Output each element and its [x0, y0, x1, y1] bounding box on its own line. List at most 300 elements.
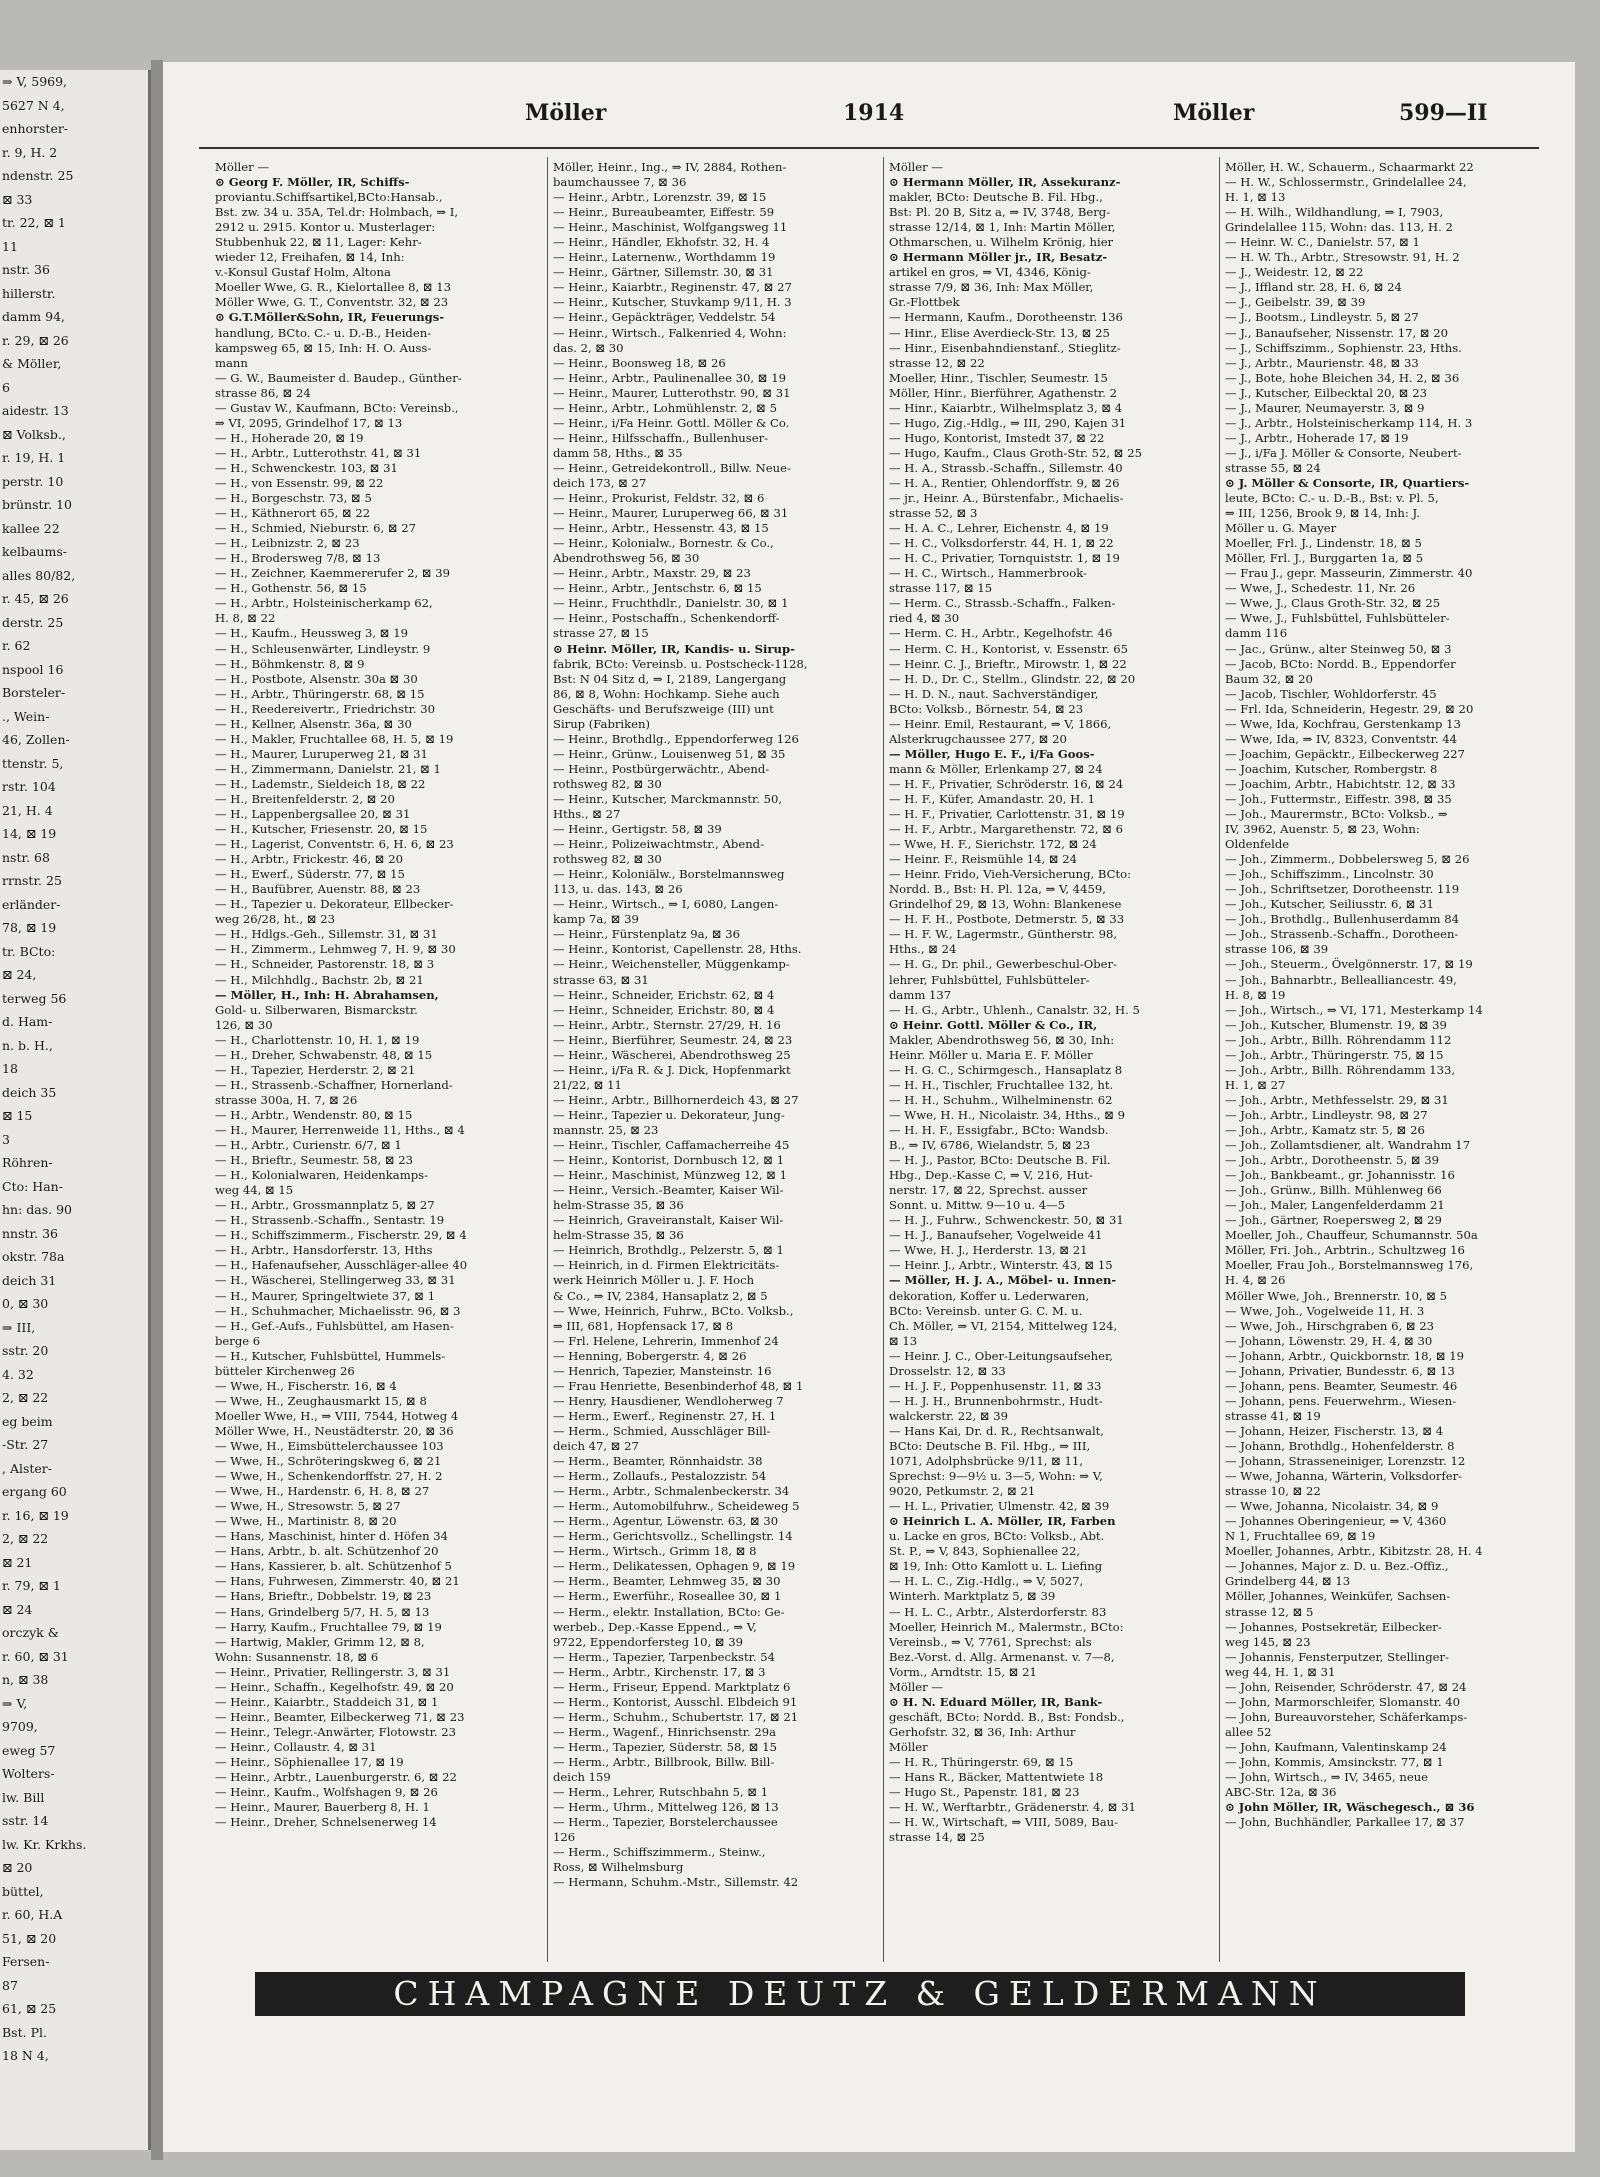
directory-entry: — Heinr., Postbürgerwächtr., Abend-	[553, 761, 770, 776]
directory-entry: — H., Schneider, Pastorenstr. 18, ⊠ 3	[215, 957, 435, 972]
left-page-fragment: okstr. 78a	[2, 1249, 65, 1264]
directory-entry: ⊙ H. N. Eduard Möller, IR, Bank-	[889, 1694, 1103, 1709]
directory-entry: & Co., ⇒ IV, 2384, Hansaplatz 2, ⊠ 5	[553, 1288, 768, 1303]
left-page-fragment: brünstr. 10	[2, 497, 72, 512]
directory-entry: Möller, Hinr., Bierführer, Agathenstr. 2	[889, 385, 1118, 400]
left-page-fragment: 61, ⊠ 25	[2, 2001, 57, 2016]
directory-entry: — Herm., Beamter, Lehmweg 35, ⊠ 30	[553, 1574, 781, 1589]
directory-entry: — Heinr., Privatier, Rellingerstr. 3, ⊠ 31	[215, 1664, 451, 1679]
left-page-fragment: tr. 22, ⊠ 1	[2, 215, 66, 230]
directory-entry: — H., Breitenfelderstr. 2, ⊠ 20	[215, 791, 395, 806]
directory-entry: — Heinr., Grünw., Louisenweg 51, ⊠ 35	[553, 746, 786, 761]
left-page-fragment: terweg 56	[2, 990, 67, 1006]
directory-entry: — H., Brodersweg 7/8, ⊠ 13	[215, 551, 381, 566]
directory-entry: Sirup (Fabriken)	[553, 716, 651, 731]
directory-entry: — Heinr., Maschinist, Münzweg 12, ⊠ 1	[553, 1168, 788, 1183]
directory-entry: — Heinr., Schneider, Erichstr. 62, ⊠ 4	[553, 987, 775, 1002]
directory-entry: — H., Arbtr., Frickestr. 46, ⊠ 20	[215, 852, 403, 867]
left-page-fragment: derstr. 25	[2, 614, 64, 630]
directory-entry: Möller	[889, 1739, 928, 1754]
directory-entry: — Heinr., Arbtr., Jentschstr. 6, ⊠ 15	[553, 581, 762, 596]
directory-entry: — Möller, H., Inh: H. Abrahamsen,	[215, 987, 439, 1002]
directory-entry: Ross, ⊠ Wilhelmsburg	[553, 1860, 684, 1875]
directory-entry: 126	[553, 1830, 576, 1845]
directory-entry: — Hugo, Kaufm., Claus Groth-Str. 52, ⊠ 25	[889, 445, 1142, 460]
directory-entry: — H. J., Fuhrw., Schwenckestr. 50, ⊠ 31	[889, 1213, 1124, 1228]
directory-entry: IV, 3962, Auenstr. 5, ⊠ 23, Wohn:	[1225, 822, 1420, 837]
directory-entry: — Joh., Futtermstr., Eiffestr. 398, ⊠ 35	[1225, 791, 1452, 806]
directory-entry: Oldenfelde	[1225, 837, 1290, 852]
directory-entry: — H. J. F., Poppenhusenstr. 11, ⊠ 33	[889, 1378, 1102, 1393]
directory-entry: — Heinr., Kaufm., Wolfshagen 9, ⊠ 26	[215, 1785, 438, 1800]
directory-entry: — Heinr., Kontorist, Dornbusch 12, ⊠ 1	[553, 1153, 785, 1168]
directory-entry: — Wwe, H. H., Nicolaistr. 34, Hths., ⊠ 9	[889, 1107, 1126, 1122]
directory-entry: — Heinr., Maurer, Bauerberg 8, H. 1	[215, 1800, 430, 1815]
directory-entry: Wohn: Susannenstr. 18, ⊠ 6	[215, 1649, 379, 1664]
directory-entry: — Frau Henriette, Besenbinderhof 48, ⊠ 1	[553, 1378, 804, 1393]
directory-entry: Möller, Heinr., Ing., ⇒ IV, 2884, Rothen-	[553, 160, 787, 174]
left-page-margin	[0, 70, 151, 2150]
directory-entry: Grindelberg 44, ⊠ 13	[1225, 1574, 1351, 1589]
directory-entry: — J., Iffland str. 28, H. 6, ⊠ 24	[1225, 280, 1402, 295]
left-page-fragment: r. 60, ⊠ 31	[2, 1648, 69, 1664]
directory-entry: Grindelhof 29, ⊠ 13, Wohn: Blankenese	[889, 897, 1122, 912]
left-page-fragment: r. 62	[2, 638, 31, 653]
directory-entry: — H., Makler, Fruchtallee 68, H. 5, ⊠ 19	[215, 731, 454, 746]
directory-entry: — G. W., Baumeister d. Baudep., Günther-	[215, 370, 462, 385]
left-page-fragment: -Str. 27	[2, 1437, 49, 1452]
directory-entry: — H. A., Strassb.-Schaffn., Sillemstr. 40	[889, 460, 1123, 475]
directory-entry: BCto: Volksb., Börnestr. 54, ⊠ 23	[889, 701, 1084, 716]
directory-entry: — H. G., Dr. phil., Gewerbeschul-Ober-	[889, 957, 1117, 972]
left-page-fragment: eweg 57	[2, 1742, 56, 1758]
directory-entry: — Frl. Helene, Lehrerin, Immenhof 24	[553, 1333, 779, 1348]
directory-column-2	[553, 160, 873, 1960]
directory-entry: — H., Lagerist, Conventstr. 6, H. 6, ⊠ 23	[215, 837, 454, 852]
directory-entry: — Joh., Gärtner, Roepersweg 2, ⊠ 29	[1225, 1213, 1442, 1228]
directory-entry: — Hinr., Eisenbahndienstanf., Stieglitz-	[889, 340, 1121, 355]
directory-entry: — Herm. C. H., Kontorist, v. Essenstr. 65	[889, 641, 1129, 656]
directory-entry: ⊙ Heinrich L. A. Möller, IR, Farben	[889, 1514, 1116, 1529]
directory-entry: — H. G., Arbtr., Uhlenh., Canalstr. 32, H. 5	[889, 1002, 1140, 1017]
directory-entry: — Heinr., Brothdlg., Eppendorferweg 126	[553, 731, 799, 746]
directory-entry: — Heinr. W. C., Danielstr. 57, ⊠ 1	[1225, 235, 1420, 250]
left-page-fragment: hn: das. 90	[2, 1202, 73, 1217]
directory-entry: — Johann, Heizer, Fischerstr. 13, ⊠ 4	[1225, 1423, 1444, 1438]
directory-entry: — Frl. Ida, Schneiderin, Hegestr. 29, ⊠ 20	[1225, 701, 1474, 716]
directory-entry: artikel en gros, ⇒ VI, 4346, König-	[889, 265, 1091, 280]
directory-entry: — H., Gothenstr. 56, ⊠ 15	[215, 581, 367, 596]
directory-entry: Othmarschen, u. Wilhelm Krönig, hier	[889, 235, 1114, 250]
directory-entry: — Heinr., Getreidekontroll., Billw. Neue-	[553, 460, 791, 475]
left-page-fragment: lw. Bill	[2, 1789, 45, 1805]
directory-entry: strasse 41, ⊠ 19	[1225, 1408, 1321, 1423]
left-page-fragment: Wolters-	[2, 1766, 55, 1781]
directory-entry: — H., Arbtr., Lutterothstr. 41, ⊠ 31	[215, 445, 422, 460]
directory-entry: — Jac., Grünw., alter Steinweg 50, ⊠ 3	[1225, 641, 1452, 656]
directory-entry: Gerhofstr. 32, ⊠ 36, Inh: Arthur	[889, 1724, 1076, 1739]
left-page-fragment: kallee 22	[2, 520, 60, 536]
directory-entry: — Wwe, Heinrich, Fuhrw., BCto. Volksb.,	[553, 1303, 794, 1318]
directory-entry: — Möller, H. J. A., Möbel- u. Innen-	[889, 1273, 1117, 1288]
directory-entry: damm 116	[1225, 626, 1288, 641]
left-page-fragment: Borsteler-	[2, 685, 66, 700]
directory-entry: ⊙ Hermann Möller, IR, Assekuranz-	[889, 175, 1121, 190]
directory-entry: das. 2, ⊠ 30	[553, 340, 624, 355]
directory-entry: — Heinr., Maurer, Lutterothstr. 90, ⊠ 31	[553, 385, 791, 400]
left-page-fragment: 18	[2, 1061, 18, 1076]
left-page-fragment: ⊠ 24	[2, 1601, 33, 1617]
directory-entry: Bez.-Vorst. d. Allg. Armenanst. v. 7—8,	[889, 1649, 1115, 1664]
directory-entry: — Herm., Schiffszimmerm., Steinw.,	[553, 1845, 766, 1860]
directory-entry: — H. Wilh., Wildhandlung, ⇒ I, 7903,	[1225, 205, 1444, 220]
directory-entry: — H., Arbtr., Hansdorferstr. 13, Hths	[215, 1243, 433, 1258]
directory-entry: — J., Schiffszimm., Sophienstr. 23, Hths.	[1225, 340, 1462, 355]
left-page-fragment: 87	[2, 1977, 18, 1993]
directory-entry: — Heinr., Arbtr., Billhornerdeich 43, ⊠ 27	[553, 1092, 799, 1107]
directory-entry: — Heinr., Arbtr., Lauenburgerstr. 6, ⊠ 22	[215, 1770, 457, 1785]
left-page-fragment: ⊠ 21	[2, 1554, 33, 1570]
directory-entry: — Herm., Schmied, Ausschläger Bill-	[553, 1423, 771, 1438]
directory-entry: — Heinr., Telegr.-Anwärter, Flotowstr. 23	[215, 1724, 456, 1739]
directory-entry: — Wwe, H. J., Herderstr. 13, ⊠ 21	[889, 1243, 1088, 1258]
directory-entry: — H., Ewerf., Süderstr. 77, ⊠ 15	[215, 867, 405, 882]
directory-entry: mann	[215, 355, 248, 370]
directory-entry: — H., Brieftr., Seumestr. 58, ⊠ 23	[215, 1153, 413, 1168]
left-page-fragment: 46, Zollen-	[2, 732, 70, 747]
directory-entry: — H. H., Tischler, Fruchtallee 132, ht.	[889, 1077, 1114, 1092]
directory-entry: Moeller, Frau Joh., Borstelmannsweg 176,	[1225, 1258, 1474, 1273]
left-page-fragment: ergang 60	[2, 1484, 67, 1499]
directory-entry: — Herm., Tapezier, Borstelerchaussee	[553, 1815, 778, 1830]
directory-entry: berge 6	[215, 1333, 261, 1348]
left-page-fragment: ttenstr. 5,	[2, 755, 64, 771]
directory-entry: — Heinr., Kontorist, Capellenstr. 28, Hths.	[553, 942, 802, 957]
directory-entry: — Herm., Kontorist, Ausschl. Elbdeich 91	[553, 1694, 798, 1709]
directory-entry: — H. L. C., Zig.-Hdlg., ⇒ V, 5027,	[889, 1574, 1084, 1589]
left-page-fragment: 78, ⊠ 19	[2, 920, 57, 935]
header-rule	[199, 147, 1539, 149]
directory-entry: Gold- u. Silberwaren, Bismarckstr.	[215, 1002, 418, 1017]
directory-entry: 126, ⊠ 30	[215, 1017, 273, 1032]
directory-entry: Möller —	[889, 1679, 943, 1694]
directory-entry: — H., Schuhmacher, Michaelisstr. 96, ⊠ 3	[215, 1303, 461, 1318]
left-page-fragment: rstr. 104	[2, 779, 56, 794]
directory-entry: — Wwe, Ida, ⇒ IV, 8323, Conventstr. 44	[1225, 731, 1458, 746]
left-page-fragment: 0, ⊠ 30	[2, 1296, 49, 1311]
directory-entry: — H., Arbtr., Holsteinischerkamp 62,	[215, 596, 433, 611]
directory-entry: ⊙ Georg F. Möller, IR, Schiffs-	[215, 175, 410, 190]
left-page-fragment: r. 29, ⊠ 26	[2, 332, 69, 348]
directory-entry: ⊙ J. Möller & Consorte, IR, Quartiers-	[1225, 475, 1470, 490]
left-page-fragment: r. 16, ⊠ 19	[2, 1507, 69, 1523]
left-page-fragment: büttel,	[2, 1883, 44, 1899]
directory-entry: — Heinr., Maurer, Luruperweg 66, ⊠ 31	[553, 506, 789, 521]
directory-entry: — Heinr., Schaffn., Kegelhofstr. 49, ⊠ 20	[215, 1679, 454, 1694]
directory-entry: — J., Weidestr. 12, ⊠ 22	[1225, 265, 1364, 280]
directory-entry: — Joachim, Gepäcktr., Eilbeckerweg 227	[1225, 746, 1465, 761]
directory-entry: — Wwe, J., Claus Groth-Str. 32, ⊠ 25	[1225, 596, 1441, 611]
directory-entry: H. 1, ⊠ 27	[1225, 1077, 1286, 1092]
directory-entry: Moeller, Hinr., Tischler, Seumestr. 15	[889, 370, 1108, 385]
directory-entry: walckerstr. 22, ⊠ 39	[889, 1408, 1008, 1423]
directory-entry: u. Lacke en gros, BCto: Volksb., Abt.	[889, 1529, 1105, 1544]
directory-entry: — Joh., Schriftsetzer, Dorotheenstr. 119	[1225, 882, 1460, 897]
directory-entry: — Heinr., Arbtr., Hessenstr. 43, ⊠ 15	[553, 521, 769, 536]
directory-entry: Drosselstr. 12, ⊠ 33	[889, 1363, 1006, 1378]
directory-entry: — H., Schwenckestr. 103, ⊠ 31	[215, 460, 398, 475]
directory-entry: — H. H., Schuhm., Wilhelminenstr. 62	[889, 1092, 1113, 1107]
directory-entry: Hbg., Dep.-Kasse C, ⇒ V, 216, Hut-	[889, 1168, 1093, 1183]
directory-entry: — H. W., Schlossermstr., Grindelallee 24,	[1225, 175, 1467, 190]
page-header	[163, 100, 1575, 140]
directory-entry: — jr., Heinr. A., Bürstenfabr., Michaelis-	[889, 491, 1124, 506]
left-page-fragment: 18 N 4,	[2, 2048, 49, 2063]
directory-entry: — Wwe, Joh., Vogelweide 11, H. 3	[1225, 1303, 1425, 1318]
directory-entry: 2912 u. 2915. Kontor u. Musterlager:	[215, 220, 436, 235]
directory-entry: dekoration, Koffer u. Lederwaren,	[889, 1288, 1090, 1303]
directory-entry: H. 8, ⊠ 22	[215, 611, 276, 626]
directory-entry: — Heinr., Postschaffn., Schenkendorff-	[553, 611, 780, 626]
directory-entry: — H., Hoherade 20, ⊠ 19	[215, 430, 364, 445]
directory-entry: strasse 55, ⊠ 24	[1225, 460, 1321, 475]
directory-entry: — Joh., Bankbeamt., gr. Johannisstr. 16	[1225, 1168, 1455, 1183]
left-page-fragment: ⇒ V,	[2, 1695, 28, 1711]
directory-entry: — H. J., Banaufseher, Vogelweide 41	[889, 1228, 1103, 1243]
directory-entry: — H., Zimmermann, Danielstr. 21, ⊠ 1	[215, 761, 441, 776]
directory-entry: ⊙ G.T.Möller&Sohn, IR, Feuerungs-	[215, 310, 445, 325]
directory-entry: — Hans Kai, Dr. d. R., Rechtsanwalt,	[889, 1423, 1104, 1438]
directory-entry: — Hinr., Elise Averdieck-Str. 13, ⊠ 25	[889, 325, 1110, 340]
directory-entry: lehrer, Fuhlsbüttel, Fuhlsbütteler-	[889, 972, 1090, 987]
directory-entry: — Joh., Maler, Langenfelderdamm 21	[1225, 1198, 1445, 1213]
directory-entry: — Heinr., Söphienallee 17, ⊠ 19	[215, 1754, 404, 1769]
left-page-fragment: ⇒ III,	[2, 1319, 36, 1335]
directory-entry: — H., Arbtr., Grossmannplatz 5, ⊠ 27	[215, 1198, 435, 1213]
directory-entry: werk Heinrich Möller u. J. F. Hoch	[553, 1273, 755, 1288]
left-page-fragment: r. 9, H. 2	[2, 144, 58, 160]
directory-entry: — Herm., Gerichtsvollz., Schellingstr. 14	[553, 1529, 793, 1544]
directory-entry: — H. L., Privatier, Ulmenstr. 42, ⊠ 39	[889, 1499, 1110, 1514]
left-page-fragment: damm 94,	[2, 309, 66, 324]
directory-entry: ried 4, ⊠ 30	[889, 611, 960, 626]
directory-entry: — H. R., Thüringerstr. 69, ⊠ 15	[889, 1754, 1074, 1769]
directory-entry: — Henry, Hausdiener, Wendloherweg 7	[553, 1393, 784, 1408]
directory-entry: B., ⇒ IV, 6786, Wielandstr. 5, ⊠ 23	[889, 1138, 1091, 1153]
directory-entry: — Herm. C., Strassb.-Schaffn., Falken-	[889, 596, 1116, 611]
directory-entry: — Heinr., Hilfsschaffn., Bullenhuser-	[553, 430, 769, 445]
directory-entry: — Heinr. Frido, Vieh-Versicherung, BCto:	[889, 867, 1132, 882]
directory-entry: strasse 300a, H. 7, ⊠ 26	[215, 1092, 358, 1107]
directory-entry: — Hartwig, Makler, Grimm 12, ⊠ 8,	[215, 1634, 425, 1649]
directory-entry: — Hans, Kassierer, b. alt. Schützenhof 5	[215, 1559, 452, 1574]
directory-entry: ABC-Str. 12a, ⊠ 36	[1225, 1785, 1337, 1800]
directory-entry: Möller —	[215, 160, 269, 174]
directory-entry: — Heinr. Emil, Restaurant, ⇒ V, 1866,	[889, 716, 1112, 731]
directory-entry: — Hinr., Kaiarbtr., Wilhelmsplatz 3, ⊠ 4	[889, 400, 1123, 415]
directory-entry: weg 44, H. 1, ⊠ 31	[1225, 1664, 1336, 1679]
directory-entry: Vereinsb., ⇒ V, 7761, Sprechst: als	[889, 1634, 1092, 1649]
directory-entry: — John, Marmorschleifer, Slomanstr. 40	[1225, 1694, 1461, 1709]
directory-entry: Bst: Pl. 20 B, Sitz a, ⇒ IV, 3748, Berg-	[889, 205, 1111, 220]
directory-entry: — Heinr. F., Reismühle 14, ⊠ 24	[889, 852, 1078, 867]
directory-entry: kampsweg 65, ⊠ 15, Inh: H. O. Auss-	[215, 340, 432, 355]
left-page-fragment: Bst. Pl.	[2, 2024, 47, 2040]
directory-entry: — Wwe, Ida, Kochfrau, Gerstenkamp 13	[1225, 716, 1461, 731]
directory-entry: mann & Möller, Erlenkamp 27, ⊠ 24	[889, 761, 1103, 776]
directory-entry: — Herm., Delikatessen, Ophagen 9, ⊠ 19	[553, 1559, 796, 1574]
directory-entry: — Gustav W., Kaufmann, BCto: Vereinsb.,	[215, 400, 459, 415]
directory-entry: — H., Maurer, Luruperweg 21, ⊠ 31	[215, 746, 428, 761]
directory-entry: — Johann, Brothdlg., Hohenfelderstr. 8	[1225, 1438, 1455, 1453]
directory-entry: — Herm., Wagenf., Hinrichsenstr. 29a	[553, 1724, 777, 1739]
directory-entry: — Heinrich, in d. Firmen Elektricitäts-	[553, 1258, 780, 1273]
directory-entry: Ch. Möller, ⇒ VI, 2154, Mittelweg 124,	[889, 1318, 1118, 1333]
directory-entry: — H., Kutscher, Fuhlsbüttel, Hummels-	[215, 1348, 446, 1363]
directory-entry: ⊙ Hermann Möller jr., IR, Besatz-	[889, 250, 1108, 265]
directory-entry: — J., Maurer, Neumayerstr. 3, ⊠ 9	[1225, 400, 1425, 415]
directory-entry: baumchaussee 7, ⊠ 36	[553, 175, 687, 190]
directory-entry: Moeller, Heinrich M., Malermstr., BCto:	[889, 1619, 1124, 1634]
directory-entry: — H. J., Pastor, BCto: Deutsche B. Fil.	[889, 1153, 1111, 1168]
directory-entry: — Herm., Arbtr., Kirchenstr. 17, ⊠ 3	[553, 1664, 766, 1679]
directory-entry: — Joh., Bahnarbtr., Bellealliancestr. 49,	[1225, 972, 1457, 987]
directory-entry: H. 4, ⊠ 26	[1225, 1273, 1286, 1288]
directory-entry: — H., Borgeschstr. 73, ⊠ 5	[215, 491, 372, 506]
directory-entry: — Heinr., Kutscher, Stuvkamp 9/11, H. 3	[553, 295, 792, 310]
directory-entry: — Heinr., Händler, Ekhofstr. 32, H. 4	[553, 235, 770, 250]
directory-entry: strasse 12, ⊠ 22	[889, 355, 985, 370]
directory-entry: Vorm., Arndtstr. 15, ⊠ 21	[889, 1664, 1037, 1679]
directory-entry: Grindelallee 115, Wohn: das. 113, H. 2	[1225, 220, 1453, 235]
directory-entry: — J., Bote, hohe Bleichen 34, H. 2, ⊠ 36	[1225, 370, 1460, 385]
left-page-fragment: Cto: Han-	[2, 1178, 63, 1194]
directory-entry: — Hans, Grindelberg 5/7, H. 5, ⊠ 13	[215, 1604, 430, 1619]
directory-entry: allee 52	[1225, 1724, 1272, 1739]
directory-entry: Moeller, Johannes, Arbtr., Kibitzstr. 28, H. 4	[1225, 1544, 1483, 1559]
directory-entry: — Herm., Beamter, Rönnhaidstr. 38	[553, 1454, 763, 1469]
left-page-fragment: ⊠ 15	[2, 1108, 33, 1123]
directory-entry: — Joh., Kutscher, Blumenstr. 19, ⊠ 39	[1225, 1017, 1447, 1032]
directory-entry: — H., Maurer, Springeltwiete 37, ⊠ 1	[215, 1288, 436, 1303]
directory-entry: BCto: Deutsche B. Fil. Hbg., ⇒ III,	[889, 1438, 1091, 1453]
directory-entry: — Heinr., Arbtr., Lorenzstr. 39, ⊠ 15	[553, 190, 767, 205]
advertisement-banner: CHAMPAGNE DEUTZ & GELDERMANN	[255, 1972, 1465, 2016]
left-page-fragment: & Möller,	[2, 356, 62, 371]
directory-entry: — Wwe, H., Schröteringskweg 6, ⊠ 21	[215, 1454, 442, 1469]
directory-entry: 9722, Eppendorfersteg 10, ⊠ 39	[553, 1634, 744, 1649]
directory-entry: — Heinr., Koloniälw., Borstelmannsweg	[553, 867, 785, 882]
left-page-fragment: r. 19, H. 1	[2, 450, 66, 465]
directory-entry: — Herm., Lehrer, Rutschbahn 5, ⊠ 1	[553, 1785, 769, 1800]
left-page-fragment: sstr. 20	[2, 1343, 49, 1358]
directory-entry: — Herm., Agentur, Löwenstr. 63, ⊠ 30	[553, 1514, 779, 1529]
directory-entry: ⊙ Heinr. Gottl. Möller & Co., IR,	[889, 1017, 1098, 1032]
directory-entry: strasse 12/14, ⊠ 1, Inh: Martin Möller,	[889, 220, 1116, 235]
directory-entry: — Heinr., Gepäckträger, Veddelstr. 54	[553, 310, 776, 325]
directory-entry: — H., Schmied, Nieburstr. 6, ⊠ 27	[215, 521, 416, 536]
directory-entry: leute, BCto: C.- u. D.-B., Bst: v. Pl. 5,	[1225, 491, 1439, 506]
directory-entry: — Heinr., Kolonialw., Bornestr. & Co.,	[553, 536, 774, 551]
left-page-fragment: 14, ⊠ 19	[2, 826, 57, 841]
directory-entry: ⊠ 19, Inh: Otto Kamlott u. L. Liefing	[889, 1559, 1103, 1574]
column-divider	[547, 157, 548, 1962]
directory-entry: strasse 7/9, ⊠ 36, Inh: Max Möller,	[889, 280, 1094, 295]
directory-entry: — H. G. C., Schirmgesch., Hansaplatz 8	[889, 1062, 1123, 1077]
directory-entry: — Joh., Arbtr., Lindleystr. 98, ⊠ 27	[1225, 1107, 1428, 1122]
left-page-fragment: lw. Kr. Krkhs.	[2, 1836, 87, 1852]
directory-entry: strasse 106, ⊠ 39	[1225, 942, 1329, 957]
directory-entry: Möller, Fri. Joh., Arbtrin., Schultzweg 16	[1225, 1243, 1465, 1258]
directory-entry: — Hugo, Zig.-Hdlg., ⇒ III, 290, Kajen 31	[889, 415, 1127, 430]
directory-entry: — Joh., Arbtr., Dorotheenstr. 5, ⊠ 39	[1225, 1153, 1440, 1168]
directory-entry: N 1, Fruchtallee 69, ⊠ 19	[1225, 1529, 1376, 1544]
left-page-fragment: 5627 N 4,	[2, 97, 65, 113]
left-page-fragment: 4. 32	[2, 1366, 34, 1382]
directory-entry: weg 44, ⊠ 15	[215, 1183, 294, 1198]
left-page-fragment: hillerstr.	[2, 285, 56, 301]
directory-entry: — Johannes, Major z. D. u. Bez.-Offiz.,	[1225, 1559, 1449, 1574]
directory-entry: — Heinr., Bureaubeamter, Eiffestr. 59	[553, 205, 775, 220]
directory-entry: — Henning, Bobergerstr. 4, ⊠ 26	[553, 1348, 747, 1363]
directory-entry: — Heinr., Schneider, Erichstr. 80, ⊠ 4	[553, 1002, 775, 1017]
directory-entry: — Johann, Löwenstr. 29, H. 4, ⊠ 30	[1225, 1333, 1433, 1348]
directory-entry: — Heinrich, Brothdlg., Pelzerstr. 5, ⊠ 1	[553, 1243, 784, 1258]
directory-entry: kamp 7a, ⊠ 39	[553, 912, 639, 927]
directory-entry: Möller, H. W., Schauerm., Schaarmarkt 22	[1225, 160, 1474, 174]
directory-entry: — Joh., Maurermstr., BCto: Volksb., ⇒	[1225, 807, 1448, 822]
left-page-fragment: 2, ⊠ 22	[2, 1390, 49, 1405]
directory-entry: — Herm., Uhrm., Mittelweg 126, ⊠ 13	[553, 1800, 779, 1815]
directory-entry: — H. F., Privatier, Carlottenstr. 31, ⊠ 19	[889, 807, 1125, 822]
directory-entry: damm 58, Hths., ⊠ 35	[553, 445, 683, 460]
directory-entry: — Hans, Brieftr., Dobbelstr. 19, ⊠ 23	[215, 1589, 432, 1604]
directory-entry: — Wwe, J., Schedestr. 11, Nr. 26	[1225, 581, 1416, 596]
directory-entry: — Heinr., Arbtr., Sternstr. 27/29, H. 16	[553, 1017, 781, 1032]
directory-entry: — H., Maurer, Herrenweide 11, Hths., ⊠ 4	[215, 1123, 465, 1137]
directory-entry: — Heinr., Maschinist, Wolfgangsweg 11	[553, 220, 788, 235]
directory-entry: strasse 14, ⊠ 25	[889, 1830, 985, 1845]
directory-entry: — H., Lademstr., Sieldeich 18, ⊠ 22	[215, 776, 426, 791]
directory-column-4	[1225, 160, 1540, 1960]
directory-column-1	[215, 160, 535, 1960]
left-page-fragment: kelbaums-	[2, 544, 67, 559]
directory-entry: 21/22, ⊠ 11	[553, 1077, 622, 1092]
directory-entry: — H., Milchhdlg., Bachstr. 2b, ⊠ 21	[215, 972, 424, 987]
directory-entry: — H., Kolonialwaren, Heidenkamps-	[215, 1168, 428, 1183]
left-page-fragment: ⊠ 20	[2, 1860, 33, 1875]
directory-entry: strasse 10, ⊠ 22	[1225, 1484, 1321, 1499]
directory-entry: — Heinr., Polizeiwachtmstr., Abend-	[553, 837, 764, 852]
directory-entry: Möller, Frl. J., Burggarten 1a, ⊠ 5	[1225, 551, 1424, 566]
directory-entry: 86, ⊠ 8, Wohn: Hochkamp. Siehe auch	[553, 686, 780, 701]
directory-entry: — H., Arbtr., Thüringerstr. 68, ⊠ 15	[215, 686, 425, 701]
directory-entry: deich 159	[553, 1770, 611, 1785]
directory-entry: — Heinr., Versich.-Beamter, Kaiser Wil-	[553, 1183, 784, 1198]
directory-entry: H. 8, ⊠ 19	[1225, 987, 1286, 1002]
directory-entry: — Hugo, Kontorist, Imstedt 37, ⊠ 22	[889, 430, 1105, 445]
directory-entry: — Heinr., Weichensteller, Müggenkamp-	[553, 957, 790, 972]
left-page-fragment: ⊠ 24,	[2, 967, 37, 982]
left-page-fragment: alles 80/82,	[2, 567, 76, 583]
left-page-fragment: n, ⊠ 38	[2, 1672, 49, 1687]
left-page-fragment: nnstr. 36	[2, 1225, 58, 1241]
directory-entry: — Herm., Tapezier, Tarpenbeckstr. 54	[553, 1649, 776, 1664]
directory-entry: — H. H. F., Essigfabr., BCto: Wandsb.	[889, 1123, 1109, 1137]
directory-entry: Moeller Wwe, G. R., Kielortallee 8, ⊠ 13	[215, 280, 452, 295]
directory-entry: BCto: Vereinsb. unter G. C. M. u.	[889, 1303, 1083, 1318]
directory-entry: — Joachim, Kutscher, Rombergstr. 8	[1225, 761, 1438, 776]
